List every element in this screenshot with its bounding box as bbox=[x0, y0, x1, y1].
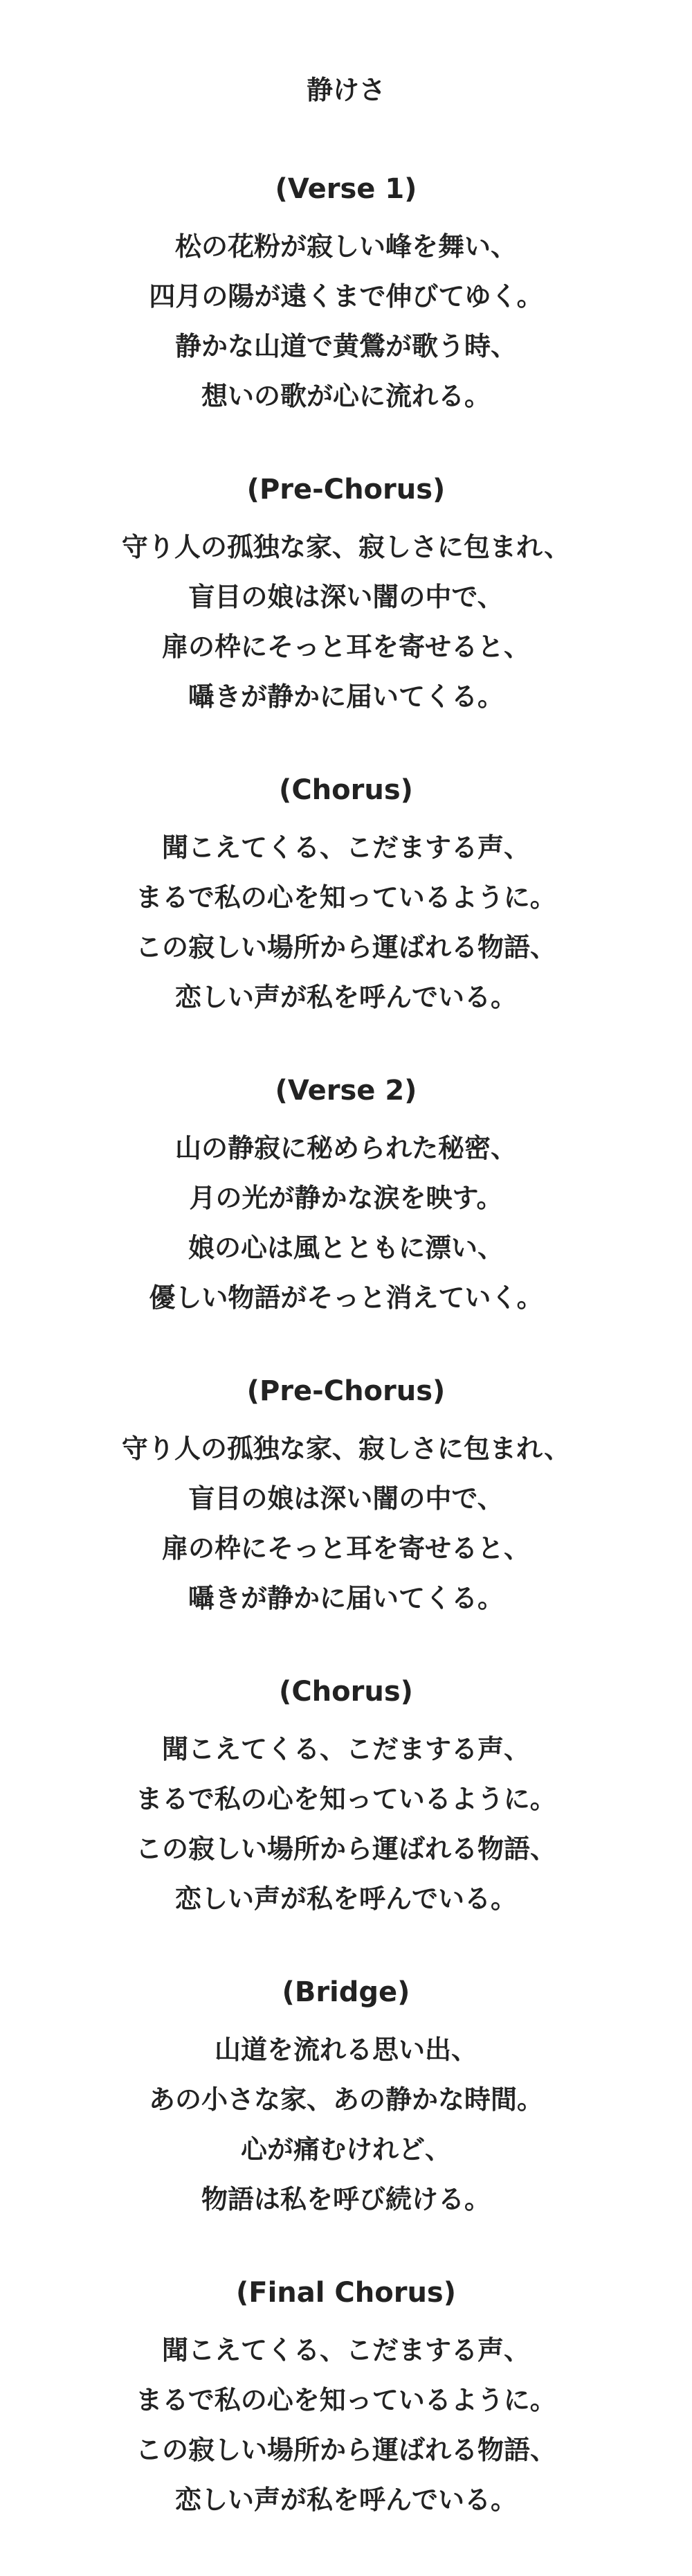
section-label: (Pre-Chorus) bbox=[246, 474, 446, 506]
lyrics-section-verse-2 bbox=[0, 1071, 692, 1323]
lyric-line: 優しい物語がそっと消えていく。 bbox=[149, 1282, 543, 1313]
lyric-line: 聞こえてくる、こだまする声、 bbox=[161, 2335, 530, 2365]
lyric-line: この寂しい場所から運ばれる物語、 bbox=[135, 2435, 556, 2465]
lyric-line: まるで私の心を知っているように。 bbox=[136, 2385, 556, 2415]
lyric-line: 松の花粉が寂しい峰を舞い、 bbox=[174, 231, 517, 262]
lyric-line: 扉の枠にそっと耳を寄せると、 bbox=[161, 632, 530, 662]
lyric-line: 守り人の孤独な家、寂しさに包まれ、 bbox=[121, 1433, 571, 1464]
lyric-line: 聞こえてくる、こだまする声、 bbox=[161, 832, 530, 863]
lyrics-section-final-chorus bbox=[0, 2273, 692, 2525]
lyrics-section-pre-chorus-1 bbox=[0, 469, 692, 722]
lyric-line: まるで私の心を知っているように。 bbox=[136, 882, 556, 913]
lyric-line: 娘の心は風とともに漂い、 bbox=[188, 1233, 504, 1263]
lyric-line: 恋しい声が私を呼んでいる。 bbox=[174, 1884, 517, 1914]
lyric-line: まるで私の心を知っているように。 bbox=[136, 1784, 556, 1814]
lyric-line: 恋しい声が私を呼んでいる。 bbox=[174, 982, 517, 1012]
song-title: 静けさ bbox=[306, 75, 385, 105]
lyrics-section-verse-1 bbox=[0, 169, 692, 421]
lyric-line: 月の光が静かな涙を映す。 bbox=[189, 1183, 503, 1213]
lyrics-section-chorus-2 bbox=[0, 1672, 692, 1924]
section-label: (Verse 1) bbox=[275, 173, 417, 205]
lyric-line: 物語は私を呼び続ける。 bbox=[201, 2184, 491, 2215]
lyric-line: 囁きが静かに届いてくる。 bbox=[188, 681, 504, 712]
section-label: (Chorus) bbox=[279, 774, 413, 806]
lyrics-section-bridge bbox=[0, 1972, 692, 2224]
section-label: (Bridge) bbox=[282, 1976, 410, 2008]
lyric-line: 扉の枠にそっと耳を寄せると、 bbox=[161, 1533, 530, 1564]
lyric-line: この寂しい場所から運ばれる物語、 bbox=[135, 1834, 556, 1864]
lyric-line: 聞こえてくる、こだまする声、 bbox=[161, 1734, 530, 1764]
section-label: (Pre-Chorus) bbox=[246, 1375, 446, 1407]
lyric-line: 恋しい声が私を呼んでいる。 bbox=[174, 2485, 517, 2515]
lyric-line: 四月の陽が遠くまで伸びてゆく。 bbox=[149, 281, 543, 312]
lyric-line: 静かな山道で黄鶯が歌う時、 bbox=[174, 331, 517, 361]
lyric-line: 守り人の孤独な家、寂しさに包まれ、 bbox=[121, 532, 571, 562]
lyric-line: 心が痛むけれど、 bbox=[240, 2134, 451, 2165]
lyric-line: 想いの歌が心に流れる。 bbox=[201, 381, 491, 411]
lyric-line: 山の静寂に秘められた秘密、 bbox=[174, 1133, 517, 1163]
lyric-line: 山道を流れる思い出、 bbox=[214, 2034, 477, 2065]
section-label: (Chorus) bbox=[279, 1676, 413, 1708]
lyric-line: 盲目の娘は深い闇の中で、 bbox=[188, 1483, 504, 1514]
section-label: (Verse 2) bbox=[275, 1075, 417, 1107]
lyric-line: 盲目の娘は深い闇の中で、 bbox=[188, 582, 504, 612]
lyrics-section-chorus-1 bbox=[0, 770, 692, 1022]
lyric-line: 囁きが静かに届いてくる。 bbox=[188, 1583, 504, 1613]
lyric-line: あの小さな家、あの静かな時間。 bbox=[148, 2084, 543, 2115]
lyric-line: この寂しい場所から運ばれる物語、 bbox=[135, 932, 556, 963]
section-label: (Final Chorus) bbox=[235, 2277, 457, 2309]
lyrics-section-pre-chorus-2 bbox=[0, 1371, 692, 1623]
